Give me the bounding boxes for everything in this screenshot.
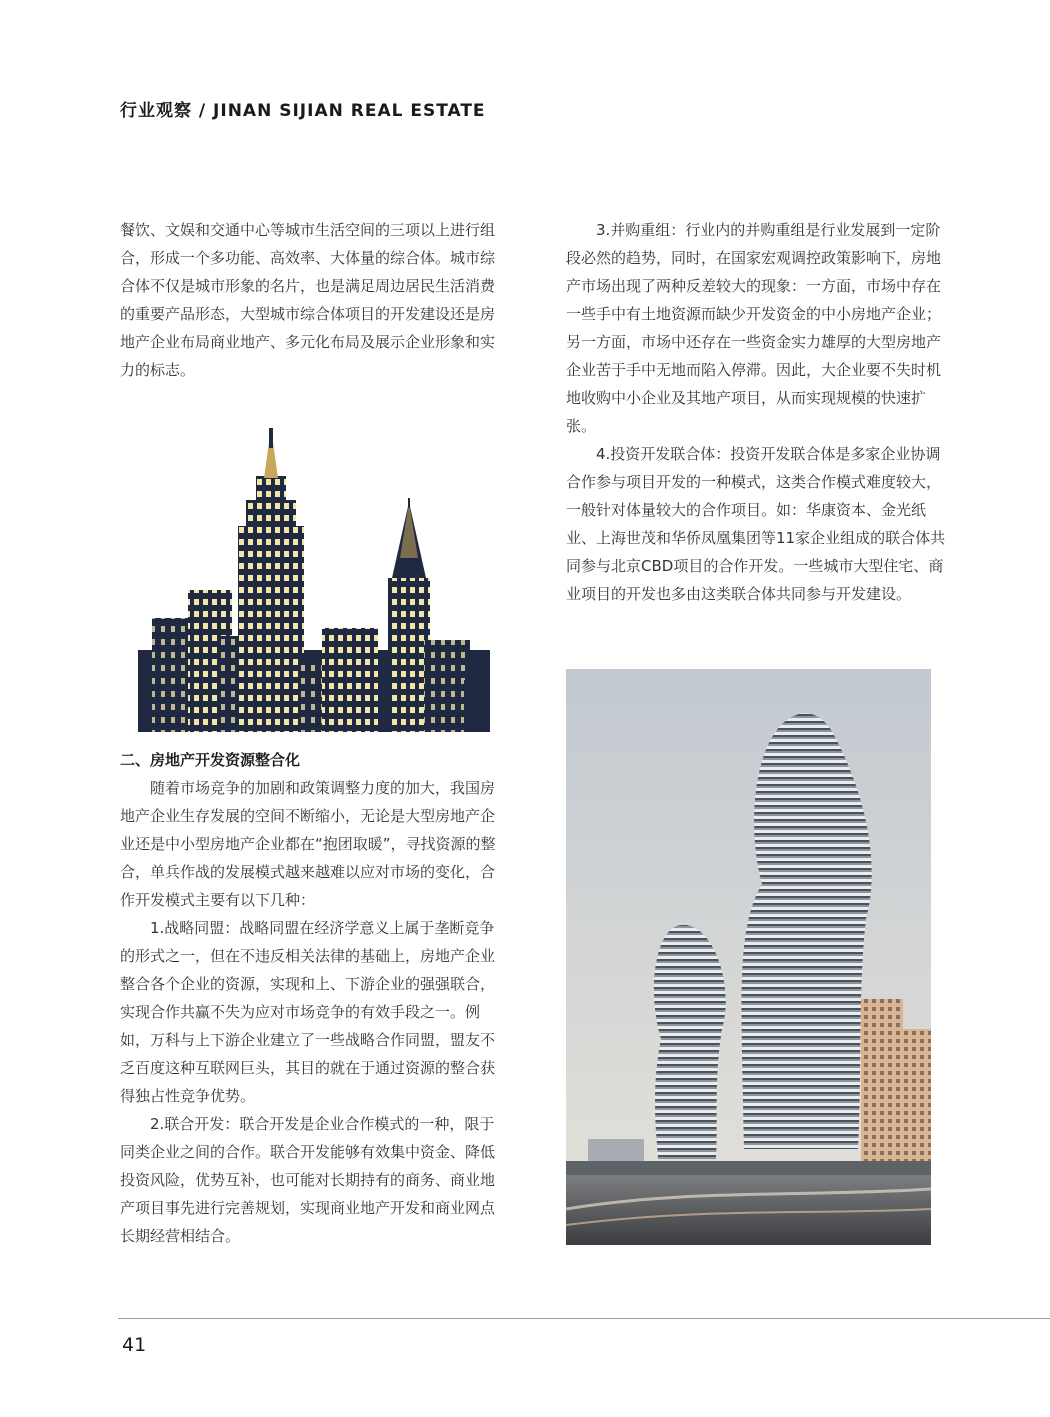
- left-column-bottom: [120, 746, 500, 1250]
- paragraph: 1.战略同盟：战略同盟在经济学意义上属于垄断竞争的形式之一，但在不违反相关法律的基础上，房地产企业整合各个企业的资源，实现和上、下游企业的强强联合，实现合作共赢不失为应对市场竞争的有效手段之一。例如，万科与上下游企业建立了一些战略合作同盟，盟友不乏百度这种互联网巨头，其目的就在于通过资源的整合获得独占性竞争优势。: [120, 919, 496, 1105]
- page-number: 41: [122, 1334, 147, 1356]
- right-column-top: [566, 216, 946, 608]
- city-skyline-illustration: [138, 428, 490, 732]
- paragraph: 4.投资开发联合体：投资开发联合体是多家企业协调合作参与项目开发的一种模式，这类合作模式难度较大，一般针对体量较大的合作项目。如：华康资本、金光纸业、上海世茂和华侨凤凰集团等11家企业组成的联合体共同参与北京CBD项目的合作开发。一些城市大型住宅、商业项目的开发也多由这类联合体共同参与开发建设。: [566, 445, 946, 603]
- paragraph: 餐饮、文娱和交通中心等城市生活空间的三项以上进行组合，形成一个多功能、高效率、大体量的综合体。城市综合体不仅是城市形象的名片，也是满足周边居民生活消费的重要产品形态，大型城市综合体项目的开发建设还是房地产企业布局商业地产、多元化布局及展示企业形象和实力的标志。: [120, 221, 496, 379]
- paragraph: 2.联合开发：联合开发是企业合作模式的一种，限于同类企业之间的合作。联合开发能够有效集中资金、降低投资风险，优势互补，也可能对长期持有的商务、商业地产项目事先进行完善规划，实现商业地产开发和商业网点长期经营相结合。: [120, 1115, 496, 1245]
- paragraph: 随着市场竞争的加剧和政策调整力度的加大，我国房地产企业生存发展的空间不断缩小，无论是大型房地产企业还是中小型房地产企业都在“抱团取暖”，寻找资源的整合，单兵作战的发展模式越来越难以应对市场的变化，合作开发模式主要有以下几种：: [120, 779, 496, 909]
- twin-towers-photo: [566, 669, 931, 1245]
- section-heading: 二、房地产开发资源整合化: [120, 751, 301, 769]
- left-column-top: [120, 216, 500, 384]
- page-header: 行业观察 / JINAN SIJIAN REAL ESTATE: [120, 101, 486, 121]
- paragraph: 3.并购重组：行业内的并购重组是行业发展到一定阶段必然的趋势，同时，在国家宏观调控政策影响下，房地产市场出现了两种反差较大的现象：一方面，市场中存在一些手中有土地资源而缺少开发资金的中小房地产企业；另一方面，市场中还存在一些资金实力雄厚的大型房地产企业苦于手中无地而陷入停滞。因此，大企业要不失时机地收购中小企业及其地产项目，从而实现规模的快速扩张。: [566, 221, 942, 435]
- footer-rule: [118, 1318, 1050, 1319]
